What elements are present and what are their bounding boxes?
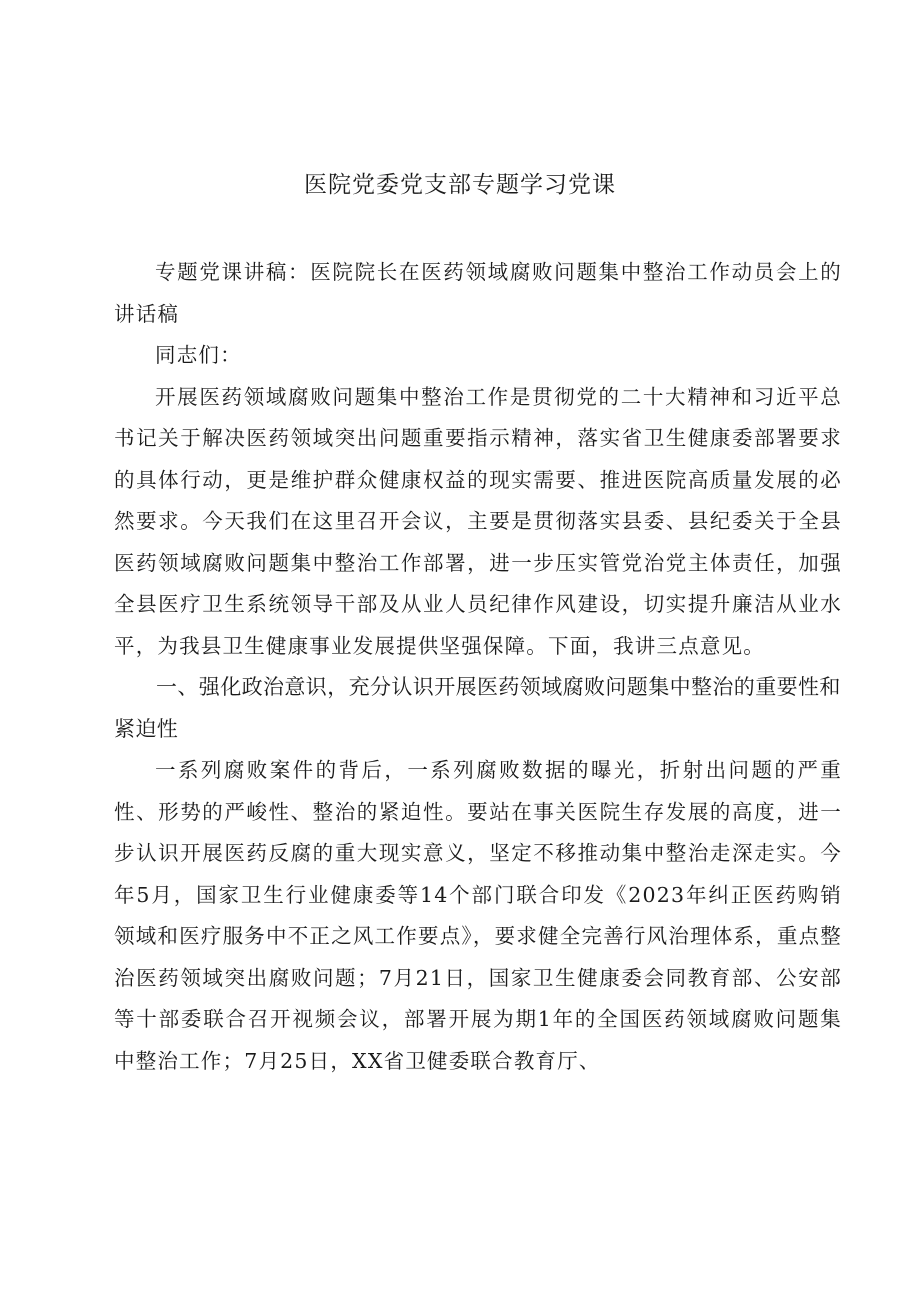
document-title: 医院党委党支部专题学习党课 xyxy=(304,172,616,198)
intro-paragraph: 开展医药领域腐败问题集中整治工作是贯彻党的二十大精神和习近平总书记关于解决医药领域突出问题重要指示精神，落实省卫生健康委部署要求的具体行动，更是维护群众健康权益的现实需要、推进医院高质量发展的必然要求。今天我们在这里召开会议，主要是贯彻落实县委、县纪委关于全县医药领域腐败问题集中整治工作部署，进一步压实管党治党主体责任，加强全县医疗卫生系统领导干部及从业人员纪律作风建设，切实提升廉洁从业水平，为我县卫生健康事业发展提供坚强保障。下面，我讲三点意见。 xyxy=(114,384,842,658)
document-body xyxy=(114,252,842,1082)
section-heading-1: 一、强化政治意识，充分认识开展医药领域腐败问题集中整治的重要性和紧迫性 xyxy=(114,675,841,741)
speech-subtitle: 专题党课讲稿：医院院长在医药领域腐败问题集中整治工作动员会上的讲话稿 xyxy=(114,260,842,326)
section-1-paragraph: 一系列腐败案件的背后，一系列腐败数据的曝光，折射出问题的严重性、形势的严峻性、整治的紧迫性。要站在事关医院生存发展的高度，进一步认识开展医药反腐的重大现实意义，坚定不移推动集中整治走深走实。今年5月，国家卫生行业健康委等14个部门联合印发《2023年纠正医药购销领域和医疗服务中不正之风工作要点》，要求健全完善行风治理体系，重点整治医药领域突出腐败问题；7月21日，国家卫生健康委会同教育部、公安部等十部委联合召开视频会议，部署开展为期1年的全国医药领域腐败问题集中整治工作；7月25日，XX省卫健委联合教育厅、 xyxy=(114,758,842,1073)
greeting: 同志们： xyxy=(155,343,242,367)
